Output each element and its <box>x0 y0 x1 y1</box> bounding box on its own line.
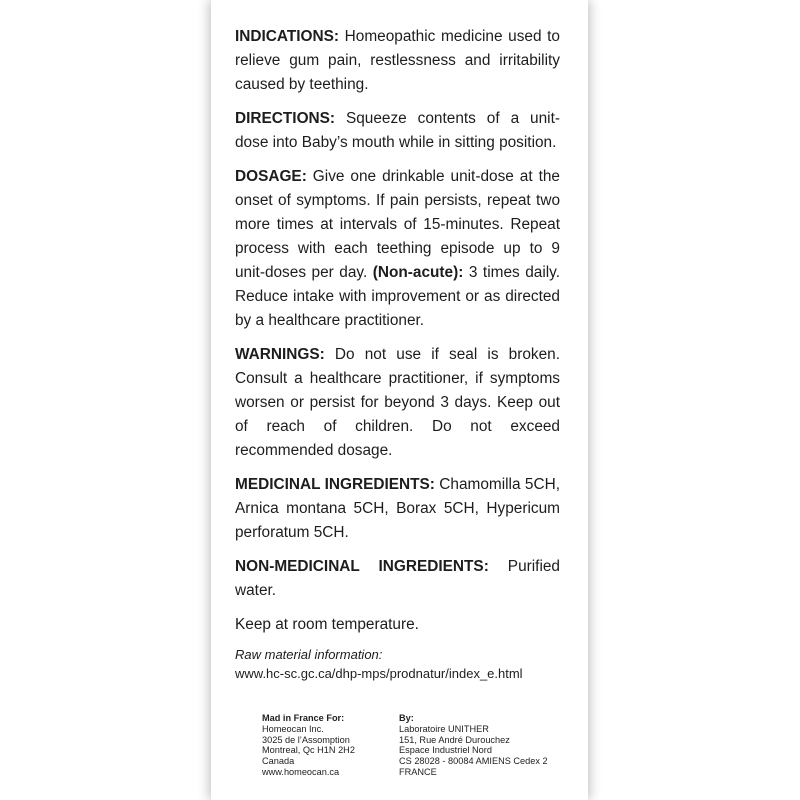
manufacturer-line: Laboratoire UNITHER <box>399 723 489 734</box>
directions-text: Squeeze contents of a unit-dose into Baby’s mouth while in sitting position. <box>235 110 560 151</box>
warnings-paragraph <box>235 343 560 463</box>
non-medicinal-ingredients-heading: NON-MEDICINAL INGREDIENTS: <box>235 558 489 575</box>
medicinal-ingredients-text: Chamomilla 5CH, Arnica montana 5CH, Borax 5CH, Hypericum perforatum 5CH. <box>235 476 560 541</box>
non-acute-heading: (Non-acute): <box>372 264 464 281</box>
manufactured-for-website: www.homeocan.ca <box>262 766 340 777</box>
medicinal-ingredients-heading: MEDICINAL INGREDIENTS: <box>235 476 435 493</box>
storage-text: Keep at room temperature. <box>235 616 419 633</box>
directions-heading: DIRECTIONS: <box>235 110 336 127</box>
dosage-text: Give one drinkable unit-dose at the onset of symptoms. If pain persists, repeat two more times at intervals of 15-minutes. Repeat process with each teething episode up to 9 unit-doses per day. <box>235 168 560 281</box>
indications-heading: INDICATIONS: <box>235 28 340 45</box>
manufacturer-block <box>399 713 579 778</box>
warnings-heading: WARNINGS: <box>235 346 325 363</box>
raw-material-url: www.hc-sc.gc.ca/dhp-mps/prodnatur/index_e.html <box>235 666 523 681</box>
manufacturer-heading: By: <box>399 713 414 723</box>
directions-paragraph <box>235 107 560 155</box>
manufactured-for-line: Homeocan Inc. <box>262 723 324 734</box>
non-medicinal-ingredients-text: Purified water. <box>235 558 560 599</box>
dosage-heading: DOSAGE: <box>235 168 307 185</box>
label-content <box>235 25 560 683</box>
manufacturer-line: CS 28028 - 80084 AMIENS Cedex 2 <box>399 756 548 767</box>
non-medicinal-ingredients-paragraph <box>235 555 560 603</box>
manufactured-for-line: Canada <box>262 756 295 767</box>
raw-material-info <box>235 645 560 683</box>
non-acute-text: 3 times daily. Reduce intake with improvement or as directed by a healthcare practitioner. <box>235 264 560 329</box>
manufactured-for-line: 3025 de l’Assomption <box>262 734 350 745</box>
manufactured-for-heading: Mad in France For: <box>262 713 345 723</box>
manufacturer-line: 151, Rue André Durouchez <box>399 734 510 745</box>
indications-text: Homeopathic medicine used to relieve gum pain, restlessness and irritability caused by teething. <box>235 28 560 93</box>
raw-material-label: Raw material information: <box>235 647 383 662</box>
manufacturer-line: FRANCE <box>399 766 437 777</box>
medicinal-ingredients-paragraph <box>235 473 560 545</box>
manufactured-for-line: Montreal, Qc H1N 2H2 <box>262 745 355 756</box>
label-panel <box>211 0 588 800</box>
dosage-paragraph <box>235 165 560 333</box>
indications-paragraph <box>235 25 560 97</box>
manufacturer-line: Espace Industriel Nord <box>399 745 492 756</box>
manufactured-for-block <box>262 713 392 778</box>
warnings-text: Do not use if seal is broken. Consult a healthcare practitioner, if symptoms worsen or persist for beyond 3 days. Keep out of reach of children. Do not exceed recommended dosage. <box>235 346 560 459</box>
